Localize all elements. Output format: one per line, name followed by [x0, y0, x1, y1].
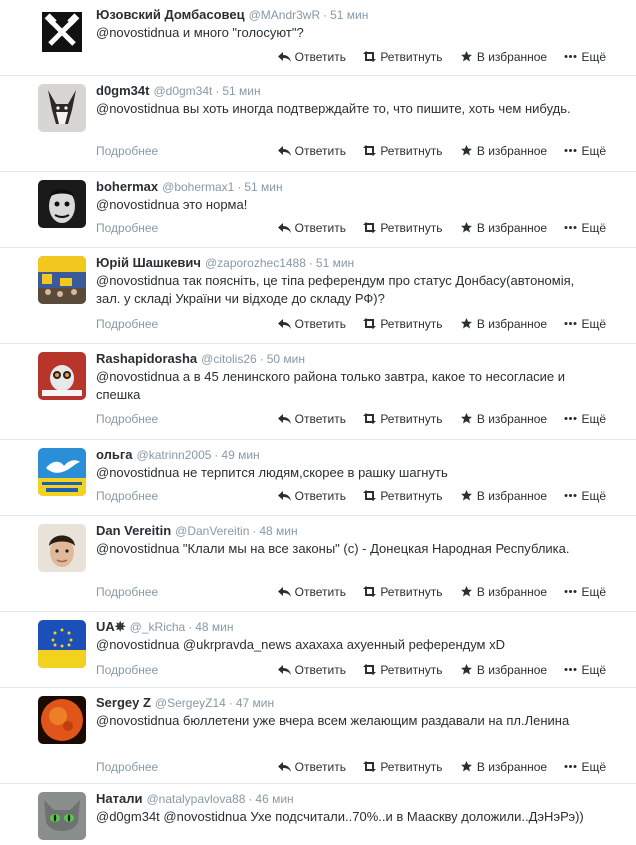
details-link[interactable]: Подробнее: [96, 144, 159, 158]
retweet-icon: [363, 318, 376, 329]
favorite-button[interactable]: В избранное: [460, 759, 547, 775]
tweet-footer: [96, 662, 606, 678]
tweet: [0, 688, 636, 784]
tweet-header: [96, 350, 305, 368]
author-name[interactable]: Dan Vereitin: [96, 523, 172, 538]
tweet-header: [96, 254, 354, 272]
tweet: [0, 784, 636, 845]
tweet-footer: [96, 316, 606, 332]
reply-button[interactable]: Ответить: [278, 662, 346, 678]
reply-button[interactable]: Ответить: [278, 584, 346, 600]
star-icon: [460, 664, 473, 675]
more-actions-button[interactable]: Ещё: [564, 584, 606, 600]
author-handle[interactable]: @katrinn2005: [136, 448, 212, 462]
more-actions-button[interactable]: Ещё: [564, 316, 606, 332]
dots-icon: [564, 145, 577, 156]
star-icon: [460, 490, 473, 501]
star-icon: [460, 761, 473, 772]
tweet-header: [96, 790, 294, 808]
details-link[interactable]: Подробнее: [96, 760, 159, 774]
author-name[interactable]: Юзовский Домбасовец: [96, 7, 245, 22]
reply-icon: [278, 145, 291, 156]
more-actions-button[interactable]: Ещё: [564, 759, 606, 775]
tweet-actions: [264, 759, 606, 775]
details-link[interactable]: Подробнее: [96, 585, 159, 599]
dog-avatar[interactable]: [38, 84, 86, 132]
author-handle[interactable]: @DanVereitin: [175, 524, 250, 538]
tweet-footer: [96, 49, 606, 65]
author-name[interactable]: ольга: [96, 447, 133, 462]
author-name[interactable]: d0gm34t: [96, 83, 150, 98]
tweet-time[interactable]: 49 мин: [221, 448, 260, 462]
reply-button[interactable]: Ответить: [278, 220, 346, 236]
tweet-time[interactable]: 47 мин: [235, 696, 275, 710]
tweet-footer: [96, 411, 606, 427]
tweet-actions: [264, 316, 606, 332]
star-icon: [460, 222, 473, 233]
reply-icon: [278, 413, 291, 424]
details-link[interactable]: Подробнее: [96, 489, 159, 503]
author-handle[interactable]: @SergeyZ14: [154, 696, 226, 710]
reply-icon: [278, 222, 291, 233]
retweet-icon: [363, 490, 376, 501]
tweet-footer: [96, 759, 606, 775]
retweet-icon: [363, 145, 376, 156]
mining-emblem-avatar[interactable]: [38, 8, 86, 56]
dots-icon: [564, 222, 577, 233]
author-name[interactable]: Натали: [96, 791, 143, 806]
tweet-footer: [96, 488, 606, 504]
retweet-icon: [363, 413, 376, 424]
tweet-actions: [264, 488, 606, 504]
tweet-footer: [96, 584, 606, 600]
sun-avatar[interactable]: [38, 696, 86, 744]
reply-button[interactable]: Ответить: [278, 143, 346, 159]
favorite-button[interactable]: В избранное: [460, 662, 547, 678]
retweet-button[interactable]: Ретвитнуть: [363, 488, 442, 504]
tweet-actions: [264, 220, 606, 236]
tweet-text: @novostidnua это норма!: [96, 197, 248, 212]
favorite-button[interactable]: В избранное: [460, 584, 547, 600]
tweet-header: [96, 6, 368, 24]
dove-peace-avatar[interactable]: [38, 448, 86, 496]
tweet-header: [96, 82, 261, 100]
favorite-button[interactable]: В избранное: [460, 143, 547, 159]
reply-button[interactable]: Ответить: [278, 316, 346, 332]
tweet: [0, 248, 636, 344]
separator-dot: ·: [308, 256, 313, 270]
tweet-header: [96, 446, 260, 464]
details-link[interactable]: Подробнее: [96, 663, 159, 677]
dots-icon: [564, 413, 577, 424]
tweet-text: @d0gm34t @novostidnua Ухе подсчитали..70%..и в Мааскву доложили..ДэНэРэ)): [96, 809, 584, 824]
tweet-time[interactable]: 48 мин: [259, 524, 298, 538]
details-link[interactable]: Подробнее: [96, 412, 159, 426]
separator-dot: ·: [215, 84, 220, 98]
retweet-button[interactable]: Ретвитнуть: [363, 316, 442, 332]
separator-dot: ·: [252, 524, 257, 538]
more-actions-button[interactable]: Ещё: [564, 411, 606, 427]
retweet-button[interactable]: Ретвитнуть: [363, 759, 442, 775]
favorite-button[interactable]: В избранное: [460, 316, 547, 332]
star-icon: [460, 413, 473, 424]
tweet: [0, 440, 636, 516]
separator-dot: ·: [237, 180, 242, 194]
tweet-actions: [264, 49, 606, 65]
tweet-time[interactable]: 51 мин: [222, 84, 261, 98]
favorite-button[interactable]: В избранное: [460, 488, 547, 504]
tweet: [0, 76, 636, 172]
retweet-button[interactable]: Ретвитнуть: [363, 49, 442, 65]
tweet-time[interactable]: 51 мин: [330, 8, 369, 22]
author-name[interactable]: bohermax: [96, 179, 159, 194]
reply-button[interactable]: Ответить: [278, 411, 346, 427]
dots-icon: [564, 490, 577, 501]
cat-avatar[interactable]: [38, 792, 86, 840]
reply-icon: [278, 664, 291, 675]
details-link[interactable]: Подробнее: [96, 317, 159, 331]
star-icon: [460, 51, 473, 62]
author-handle[interactable]: @natalypavlova88: [146, 792, 246, 806]
dots-icon: [564, 51, 577, 62]
boy-avatar[interactable]: [38, 524, 86, 572]
separator-dot: ·: [188, 620, 193, 634]
reply-icon: [278, 490, 291, 501]
retweet-icon: [363, 664, 376, 675]
dots-icon: [564, 761, 577, 772]
retweet-button[interactable]: Ретвитнуть: [363, 220, 442, 236]
tweet-text: @novostidnua так поясніть, це тіпа референдум про статус Донбасу(автономія, зал. у складі України чи відходе до складу РФ)?: [96, 273, 575, 306]
face-avatar[interactable]: [38, 180, 86, 228]
tweet-time[interactable]: 51 мин: [244, 180, 283, 194]
tweet-text: @novostidnua @ukrpravda_news ахахаха ахуенный референдум xD: [96, 637, 505, 652]
author-handle[interactable]: @zaporozhec1488: [204, 256, 306, 270]
tweet-time[interactable]: 51 мин: [315, 256, 355, 270]
retweet-button[interactable]: Ретвитнуть: [363, 143, 442, 159]
tweet-text: @novostidnua вы хоть иногда подтверждайте то, что пишите, хоть чем нибудь.: [96, 101, 571, 116]
tweet-header: [96, 694, 274, 712]
author-name[interactable]: Юрій Шашкевич: [96, 255, 201, 270]
retweet-icon: [363, 761, 376, 772]
separator-dot: ·: [214, 448, 219, 462]
favorite-button[interactable]: В избранное: [460, 49, 547, 65]
tweet-time[interactable]: 50 мин: [266, 352, 305, 366]
tweet-text: @novostidnua а в 45 ленинского района только завтра, какое то несогласие и спешка: [96, 369, 566, 402]
tweet-actions: [264, 662, 606, 678]
tweet-actions: [264, 411, 606, 427]
tweet-time[interactable]: 46 мин: [255, 792, 294, 806]
tweet-header: [96, 618, 233, 636]
more-actions-button[interactable]: Ещё: [564, 220, 606, 236]
details-link[interactable]: Подробнее: [96, 221, 159, 235]
author-handle[interactable]: @_kRicha: [129, 620, 186, 634]
author-name[interactable]: Rashapidorasha: [96, 351, 198, 366]
tweet-actions: [264, 143, 606, 159]
tweet-actions: [264, 584, 606, 600]
tweet-header: [96, 178, 283, 196]
reply-icon: [278, 761, 291, 772]
eu-ukraine-flag-avatar[interactable]: [38, 620, 86, 668]
dots-icon: [564, 586, 577, 597]
more-actions-button[interactable]: Ещё: [564, 143, 606, 159]
reply-button[interactable]: Ответить: [278, 759, 346, 775]
dots-icon: [564, 318, 577, 329]
star-icon: [460, 586, 473, 597]
retweet-icon: [363, 222, 376, 233]
tweet: [0, 0, 636, 76]
tweet: [0, 612, 636, 688]
tweet-text: @novostidnua "Клали мы на все законы" (с) - Донецкая Народная Республика.: [96, 541, 570, 556]
separator-dot: ·: [248, 792, 253, 806]
tweet: [0, 172, 636, 248]
separator-dot: ·: [259, 352, 264, 366]
favorite-button[interactable]: В избранное: [460, 220, 547, 236]
author-name[interactable]: Sergey Z: [96, 695, 151, 710]
tweet-text: @novostidnua не терпится людям,скорее в рашку шагнуть: [96, 465, 448, 480]
reply-icon: [278, 318, 291, 329]
tweet-text: @novostidnua и много "голосуют"?: [96, 25, 304, 40]
more-actions-button[interactable]: Ещё: [564, 662, 606, 678]
tweet: [0, 344, 636, 440]
crowd-flags-avatar[interactable]: [38, 256, 86, 304]
reply-button[interactable]: Ответить: [278, 49, 346, 65]
lemur-avatar[interactable]: [38, 352, 86, 400]
dots-icon: [564, 664, 577, 675]
tweet-footer: [96, 143, 606, 159]
star-icon: [460, 318, 473, 329]
author-handle[interactable]: @citolis26: [201, 352, 257, 366]
more-actions-button[interactable]: Ещё: [564, 488, 606, 504]
tweet: [0, 516, 636, 612]
author-name[interactable]: UA✵: [96, 619, 126, 634]
retweet-icon: [363, 586, 376, 597]
tweet-text: @novostidnua бюллетени уже вчера всем желающим раздавали на пл.Ленина: [96, 713, 570, 728]
separator-dot: ·: [228, 696, 233, 710]
tweet-time[interactable]: 48 мин: [195, 620, 234, 634]
retweet-icon: [363, 51, 376, 62]
tweet-footer: [96, 220, 606, 236]
separator-dot: ·: [323, 8, 328, 22]
star-icon: [460, 145, 473, 156]
retweet-button[interactable]: Ретвитнуть: [363, 411, 442, 427]
author-handle[interactable]: @MAndr3wR: [248, 8, 321, 22]
retweet-button[interactable]: Ретвитнуть: [363, 662, 442, 678]
favorite-button[interactable]: В избранное: [460, 411, 547, 427]
reply-button[interactable]: Ответить: [278, 488, 346, 504]
reply-icon: [278, 586, 291, 597]
author-handle[interactable]: @d0gm34t: [153, 84, 213, 98]
author-handle[interactable]: @bohermax1: [162, 180, 235, 194]
retweet-button[interactable]: Ретвитнуть: [363, 584, 442, 600]
reply-icon: [278, 51, 291, 62]
more-actions-button[interactable]: Ещё: [564, 49, 606, 65]
tweet-header: [96, 522, 298, 540]
